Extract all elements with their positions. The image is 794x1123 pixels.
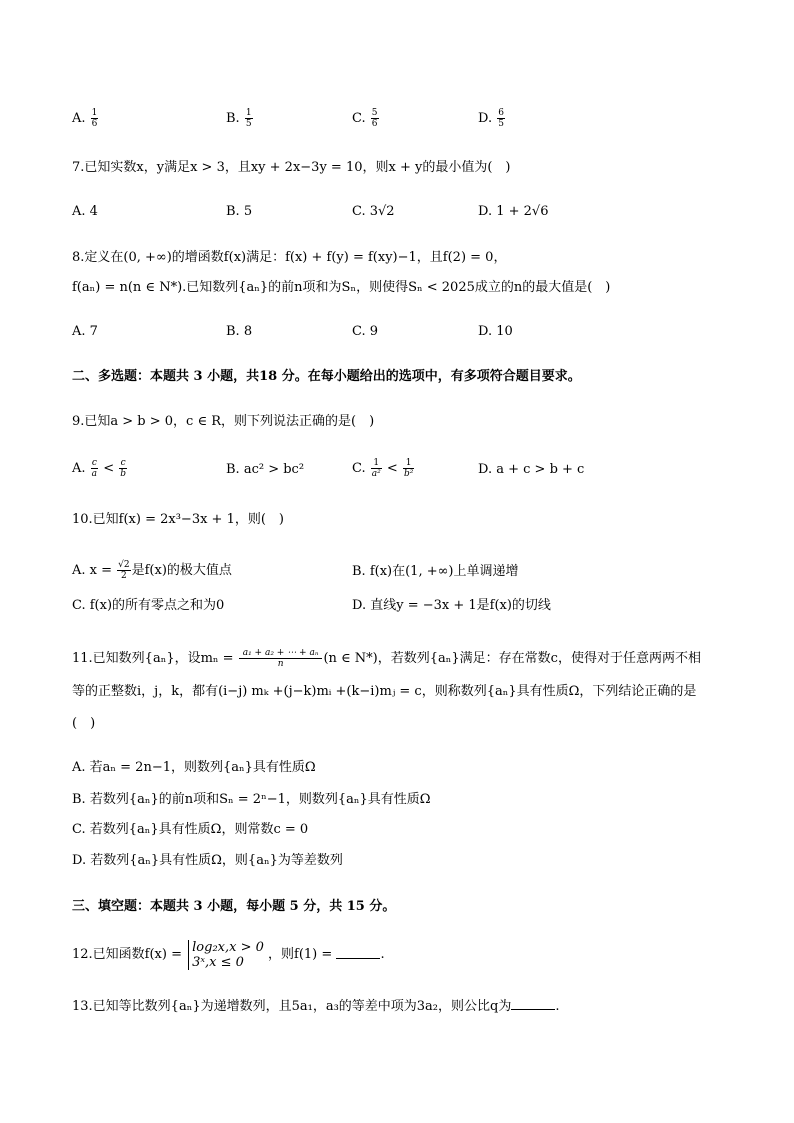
q11-stem-line2: 等的正整数i，j，k，都有(i−j) mₖ +(j−k)mᵢ +(k−i)mⱼ = c，则称数列{aₙ}具有性质Ω，下列结论正确的是 [72,684,697,699]
q7-option-b: B. 5 [226,204,253,219]
q10-option-b: B. f(x)在(1, +∞)上单调递增 [352,564,519,579]
q7-option-a: A. 4 [72,204,98,219]
q8-stem-line1: 8.定义在(0, +∞)的增函数f(x)满足：f(x) + f(y) = f(xy)−1，且f(2) = 0， [72,250,507,265]
q11-option-d: D. 若数列{aₙ}具有性质Ω，则{aₙ}为等差数列 [72,853,343,868]
fraction: $\frac{6}{5}$ [498,108,504,129]
q11-stem-line3: ( ) [72,716,96,731]
q8-option-a: A. 7 [72,324,98,339]
q8-stem-line2: f(aₙ) = n(n ∈ N*).已知数列{aₙ}的前n项和为Sₙ，则使得Sₙ < 2025成立的n的最大值是( ) [72,280,611,295]
q6-option-c: C. $\frac{5}{6}$ [352,108,378,129]
q9-option-d: D. a + c > b + c [478,462,585,477]
q11-option-c: C. 若数列{aₙ}具有性质Ω，则常数c = 0 [72,822,309,837]
fraction: $\frac{1}{6}$ [91,108,98,129]
q9-option-c: C. $\frac{1}{\text{a²}}$ < $\frac{1}{\text{b²}}$ [352,458,414,479]
q7-option-d: D. 1 + 2√6 [478,204,549,219]
q11-option-a: A. 若aₙ = 2n−1，则数列{aₙ}具有性质Ω [72,760,316,775]
section-heading-multiple-choice: 二、多选题：本题共 3 小题，共18 分。在每小题给出的选项中，有多项符合题目要求。 [72,369,581,384]
q10-stem: 10.已知f(x) = 2x³−3x + 1，则( ) [72,512,284,527]
q10-option-a: A. x = $\frac{√2}{2}$ 是f(x)的极大值点 [72,560,232,581]
q7-stem: 7.已知实数x，y满足x > 3，且xy + 2x−3y = 10，则x + y的最小值为( ) [72,160,511,175]
q10-option-d: D. 直线y = −3x + 1是f(x)的切线 [352,598,551,613]
q11-option-b: B. 若数列{aₙ}的前n项和Sₙ = 2ⁿ−1，则数列{aₙ}具有性质Ω [72,792,431,807]
q9-option-a: A. $\frac{c}{a}$ < $\frac{c}{b}$ [72,458,126,479]
q10-option-c: C. f(x)的所有零点之和为0 [72,598,225,613]
q11-stem-line1: 11.已知数列{aₙ}，设mₙ = $\frac{\text{a₁ + a₂ + ⋯ + aₙ}}{n}$ (n ∈ N*)，若数列{aₙ}满足：存在常数c，使得对于任意两两不相 [72,648,701,669]
fraction: $\frac{1}{5}$ [245,108,252,129]
q13-stem: 13.已知等比数列{aₙ}为递增数列，且5a₁，a₃的等差中项为3a₂，则公比q为 . [72,999,560,1014]
q8-option-c: C. 9 [352,324,379,339]
q6-option-d: D. $\frac{6}{5}$ [478,108,504,129]
piecewise-brace: log₂x,x > 0 3ˣ,x ≤ 0 [188,940,264,970]
q9-option-b: B. ac² > bc² [226,462,305,477]
fraction: $\frac{5}{6}$ [371,108,378,129]
answer-blank [336,946,380,959]
q12-stem: 12.已知函数f(x) = log₂x,x > 0 3ˣ,x ≤ 0 ，则f(1) = . [72,940,385,970]
q6-option-a: A. $\frac{1}{6}$ [72,108,98,129]
q8-option-b: B. 8 [226,324,253,339]
q6-option-b: B. $\frac{1}{5}$ [226,108,252,129]
q7-option-c: C. 3√2 [352,204,395,219]
section-heading-fill-in: 三、填空题：本题共 3 小题，每小题 5 分，共 15 分。 [72,899,396,914]
q8-option-d: D. 10 [478,324,513,339]
q9-stem: 9.已知a > b > 0，c ∈ R，则下列说法正确的是( ) [72,414,375,429]
answer-blank [511,997,555,1010]
